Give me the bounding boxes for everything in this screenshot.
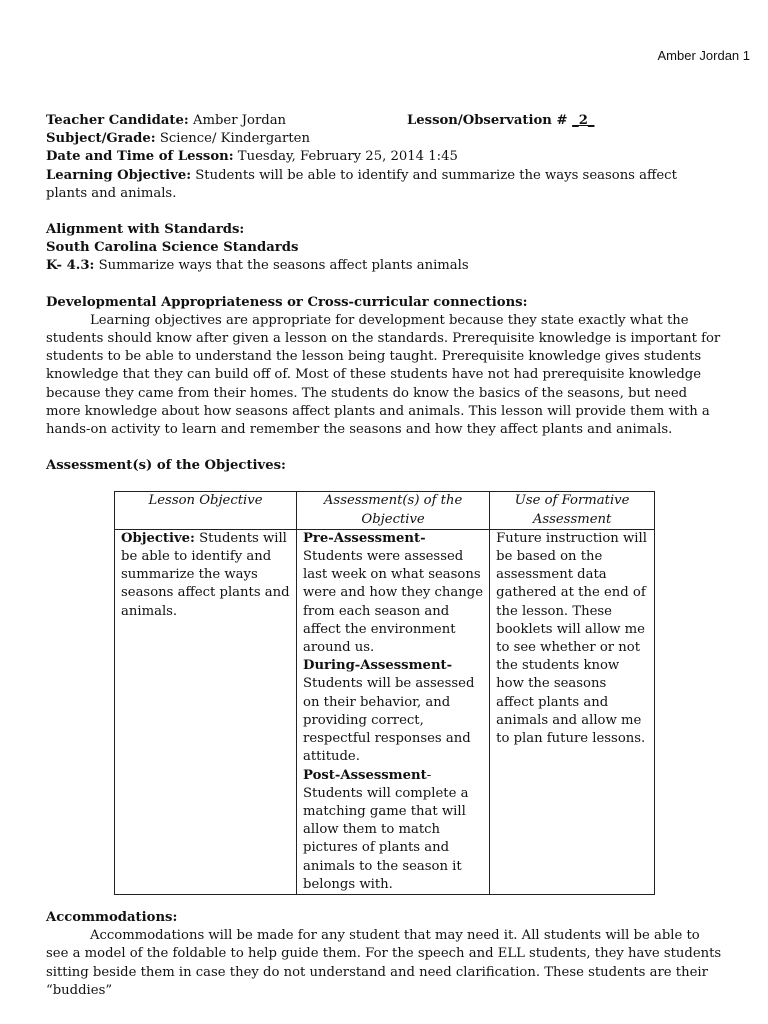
table-header: Use of Formative Assessment (490, 492, 655, 529)
pre-assessment-label: Pre-Assessment- (303, 530, 426, 546)
standard-label: K- 4.3: (46, 258, 95, 274)
date-value: Tuesday, February 25, 2014 1:45 (233, 149, 458, 165)
teacher-line (46, 112, 722, 130)
teacher-value: Amber Jordan (188, 113, 287, 128)
teacher-label: Teacher Candidate: (46, 113, 189, 128)
lesson-number (407, 112, 594, 130)
learning-objective (46, 167, 722, 203)
dev-paragraph: Learning objectives are appropriate for development because they state exactly what the students should know after given a lesson on the standards. Prerequisite knowledge is important for students to be able to understand the lesson being taught. Prerequisite knowledge gives students knowledge that they can build off of. Most of these students have not had prerequisite knowledge because they came from their homes. The students do know the basics of the seasons, but need more knowledge about how seasons affect plants and animals. This lesson will provide them with a hands-on activity to learn and remember the seasons and how they affect plants and animals. (46, 312, 721, 438)
accommodations-paragraph: Accommodations will be made for any student that may need it. All students will be able to see a model of the foldable to help guide them. For the speech and ELL students, they have students sitting beside them in case they do not understand and need clarification. These students are their “buddies” (46, 928, 722, 998)
lesson-value: _2_ (572, 113, 595, 128)
objective-value: Students will be able to identify and summarize the ways seasons affect plants and animals. (46, 167, 677, 201)
lesson-plan-document (46, 112, 722, 1000)
accommodations-heading: Accommodations: (46, 909, 178, 925)
cell-objective-label: Objective: (121, 530, 195, 546)
cell-objective-text: Students will be able to identify and summarize the ways seasons affect plants and animals. (121, 530, 290, 619)
objective-label: Learning Objective: (46, 167, 192, 183)
sc-standards-heading: South Carolina Science Standards (46, 240, 299, 256)
pre-assessment-text: Students were assessed last week on what seasons were and how they change from each season and affect the environment around us. (303, 549, 484, 656)
assessment-cell (297, 529, 490, 894)
table-header: Lesson Objective (115, 492, 297, 529)
standard-line (46, 257, 722, 275)
dev-heading: Developmental Appropriateness or Cross-curricular connections: (46, 294, 528, 310)
assessment-table (114, 491, 655, 894)
assessment-heading: Assessment(s) of the Objectives: (46, 458, 286, 474)
running-header: Amber Jordan 1 (657, 48, 750, 63)
alignment-heading: Alignment with Standards: (46, 222, 245, 238)
during-assessment-label: During-Assessment- (303, 658, 453, 674)
table-row (115, 529, 655, 894)
objective-cell (115, 529, 297, 894)
subject-label: Subject/Grade: (46, 131, 156, 147)
table-header: Assessment(s) of the Objective (297, 492, 490, 529)
post-assessment-label: Post-Assessment (303, 767, 427, 783)
subject-line (46, 130, 722, 148)
lesson-label: Lesson/Observation # (407, 113, 573, 128)
formative-cell: Future instruction will be based on the assessment data gathered at the end of the lesson. These booklets will allow me to see whether or not the students know how the seasons affect plants and animals and allow me to plan future lessons. (490, 529, 655, 894)
during-assessment-text: Students will be assessed on their behavior, and providing correct, respectful responses and attitude. (303, 676, 475, 765)
table-header-row (115, 492, 655, 529)
date-label: Date and Time of Lesson: (46, 149, 234, 165)
subject-value: Science/ Kindergarten (155, 131, 310, 147)
post-assessment-text: - Students will complete a matching game that will allow them to match pictures of plants and animals to the season it belongs with. (303, 767, 469, 892)
standard-value: Summarize ways that the seasons affect plants animals (94, 258, 469, 274)
date-line (46, 148, 722, 166)
